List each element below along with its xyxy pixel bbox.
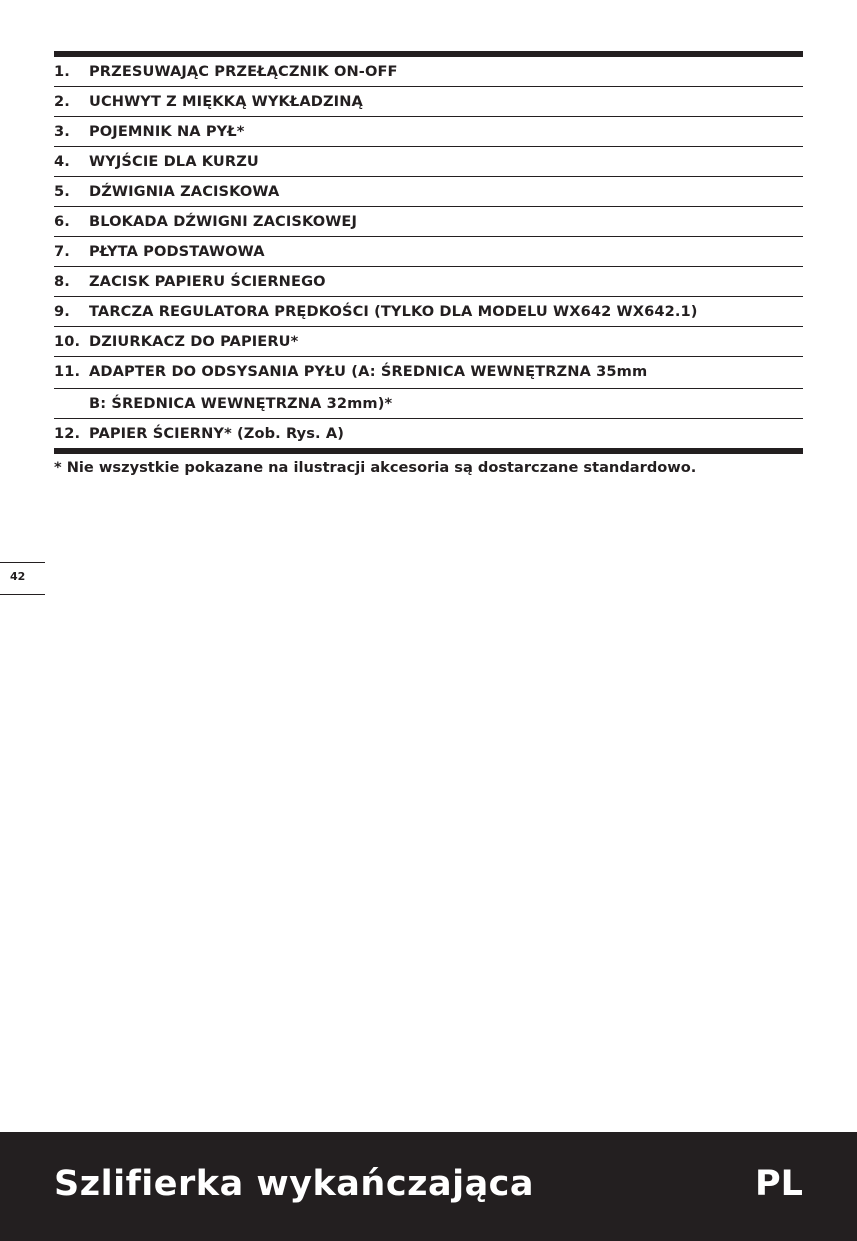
part-row-4 xyxy=(54,147,803,177)
language-code: PL xyxy=(755,1164,803,1204)
part-row-8 xyxy=(54,267,803,297)
page-number: 42 xyxy=(10,570,26,583)
part-label: ZACISK PAPIERU ŚCIERNEGO xyxy=(89,273,326,290)
part-label: BLOKADA DŹWIGNI ZACISKOWEJ xyxy=(89,213,358,230)
part-row-5 xyxy=(54,177,803,207)
part-number: 5. xyxy=(54,183,70,200)
row-divider xyxy=(54,388,803,389)
part-row-3 xyxy=(54,117,803,147)
part-number: 3. xyxy=(54,123,70,140)
part-label: WYJŚCIE DLA KURZU xyxy=(89,153,259,170)
part-label: PAPIER ŚCIERNY* (Zob. Rys. A) xyxy=(89,425,345,442)
footer-bar xyxy=(0,1132,857,1241)
parts-list xyxy=(54,51,803,454)
part-number: 9. xyxy=(54,303,70,320)
part-row-9 xyxy=(54,297,803,327)
part-row-1 xyxy=(54,57,803,87)
part-number: 11. xyxy=(54,363,81,380)
part-label: PŁYTA PODSTAWOWA xyxy=(89,243,265,260)
page-number-box xyxy=(0,562,45,595)
part-number: 4. xyxy=(54,153,70,170)
part-label xyxy=(89,362,803,413)
part-number: 1. xyxy=(54,63,70,80)
part-row-7 xyxy=(54,237,803,267)
part-number: 8. xyxy=(54,273,70,290)
part-row-11 xyxy=(54,357,803,419)
part-number: 6. xyxy=(54,213,70,230)
part-row-12 xyxy=(54,419,803,448)
part-label: PRZESUWAJĄC PRZEŁĄCZNIK ON-OFF xyxy=(89,63,398,80)
part-row-2 xyxy=(54,87,803,117)
part-label: UCHWYT Z MIĘKKĄ WYKŁADZINĄ xyxy=(89,93,363,110)
part-label: TARCZA REGULATORA PRĘDKOŚCI (TYLKO DLA MODELU WX642 WX642.1) xyxy=(89,303,698,320)
part-label: DŹWIGNIA ZACISKOWA xyxy=(89,183,280,200)
part-label-line-1: ADAPTER DO ODSYSANIA PYŁU (A: ŚREDNICA WEWNĘTRZNA 35mm xyxy=(89,363,648,380)
part-number: 2. xyxy=(54,93,70,110)
part-number: 10. xyxy=(54,333,81,350)
part-row-6 xyxy=(54,207,803,237)
part-row-10 xyxy=(54,327,803,357)
part-number: 7. xyxy=(54,243,70,260)
footnote: * Nie wszystkie pokazane na ilustracji akcesoria są dostarczane standardowo. xyxy=(54,459,697,476)
part-label: DZIURKACZ DO PAPIERU* xyxy=(89,333,299,350)
part-label-line-2: B: ŚREDNICA WEWNĘTRZNA 32mm)* xyxy=(89,395,393,412)
part-number: 12. xyxy=(54,425,81,442)
footer-title: Szlifierka wykańczająca xyxy=(54,1164,535,1204)
part-label: POJEMNIK NA PYŁ* xyxy=(89,123,245,140)
